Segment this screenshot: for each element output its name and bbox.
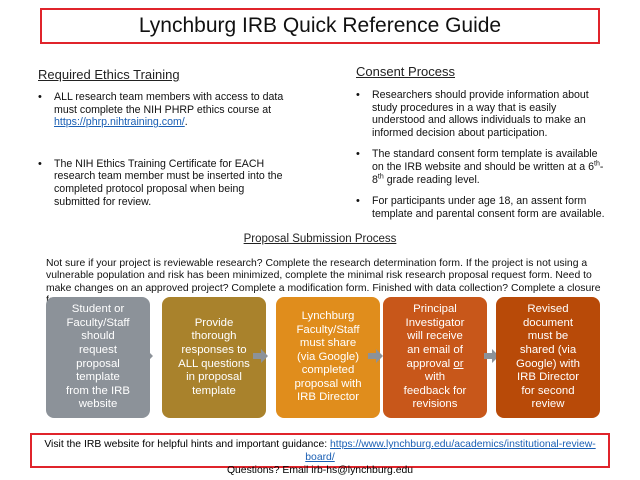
phrp-link[interactable]: https://phrp.nihtraining.com/ <box>54 116 185 129</box>
consent-bullet-minors: • For participants under age 18, an assent form template and parental consent form are available. <box>356 195 612 220</box>
arrow-right-icon <box>368 348 384 364</box>
footer-line-website: Visit the IRB website for helpful hints and important guidance: https://www.lynchburg.edu/academics/institutional-review-board/ <box>44 439 596 463</box>
consent-bullet-template: • The standard consent form template is available on the IRB website and should be written at a 6th-8th grade reading level. <box>356 148 612 186</box>
proposal-paragraph: Not sure if your project is reviewable research? Complete the research determination form. If the project is not using a vulnerable population and risk has been minimized, complete the minimal risk research proposal request form. Need to make changes on an approved project? Complete a modification form. Finished with data collection? Complete a closure <box>46 258 601 294</box>
consent-bullet-info: • Researchers should provide information about study procedures in a way that is easily understood and allows individuals to make an informed decision about participation. <box>356 89 612 139</box>
consent-heading: Consent Process <box>356 64 455 79</box>
step-share-proposal: Lynchburg Faculty/Staff must share (via Google) completed proposal with IRB Director <box>276 297 380 418</box>
step-request-template: Student or Faculty/Staff should request proposal template from the IRB website <box>46 297 150 418</box>
title-banner <box>40 8 600 44</box>
ethics-list <box>38 91 288 208</box>
ethics-bullet-course: • ALL research team members with access to data must complete the NIH PHRP ethics course at https://phrp.nihtraining.com/. <box>38 91 288 129</box>
page-title: Lynchburg IRB Quick Reference Guide <box>138 14 502 37</box>
ethics-bullet-certificate: • The NIH Ethics Training Certificate for EACH research team member must be inserted into the completed protocol proposal when being submitted for review. <box>38 158 288 208</box>
ethics-heading: Required Ethics Training <box>38 67 180 82</box>
footer-line-contact: Questions? Email irb-hs@lynchburg.edu <box>226 465 414 476</box>
proposal-heading: Proposal Submission Process <box>243 233 397 245</box>
step-provide-responses: Provide thorough responses to ALL questions in proposal template <box>162 297 266 418</box>
step-receive-email: Principal Investigator will receive an email of approval or with feedback for revisions <box>383 297 487 418</box>
arrow-right-icon <box>138 348 154 364</box>
consent-list <box>356 89 612 220</box>
arrow-right-icon <box>253 348 269 364</box>
step-revised-document: Revised document must be shared (via Google) with IRB Director for second review <box>496 297 600 418</box>
irb-website-link[interactable]: https://www.lynchburg.edu/academics/institutional-review-board/ <box>305 439 596 463</box>
footer-box <box>30 433 610 476</box>
